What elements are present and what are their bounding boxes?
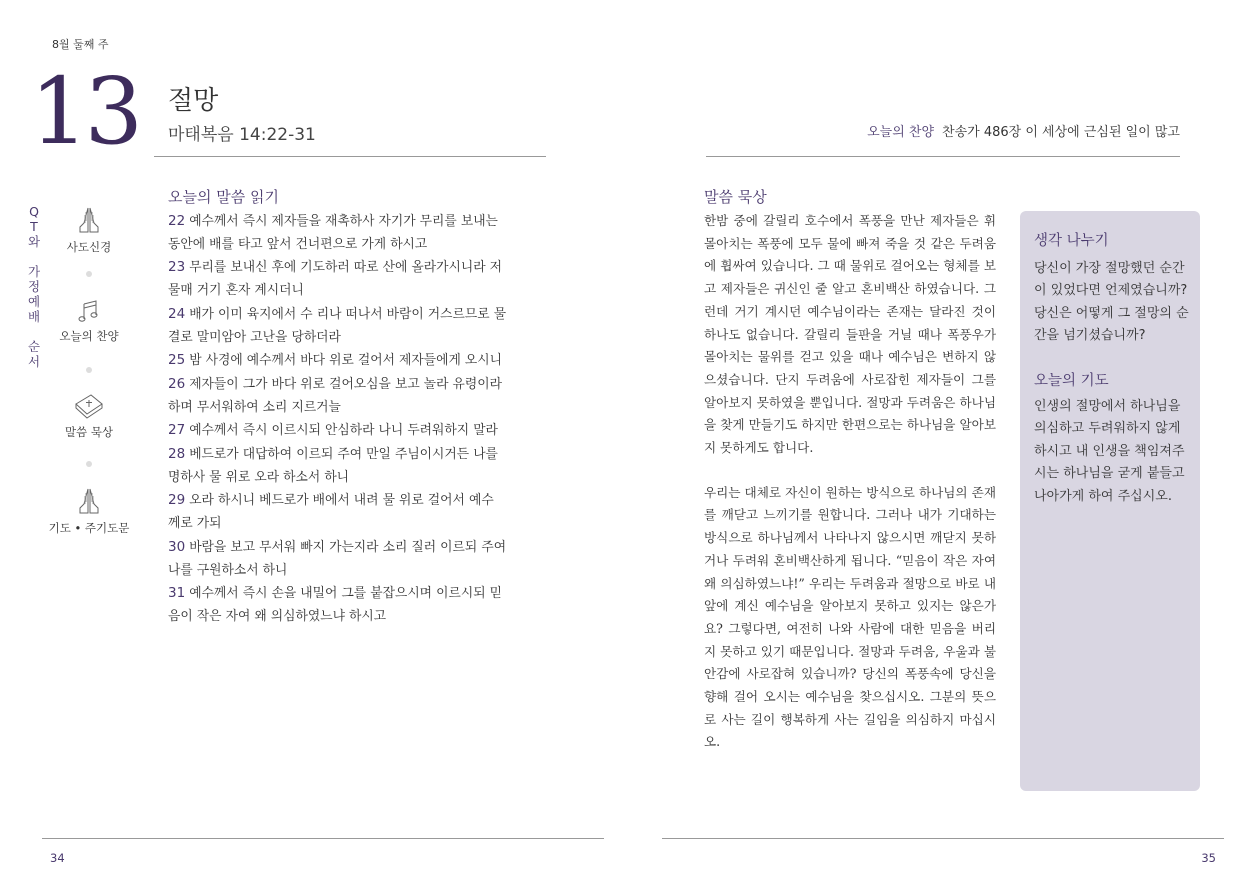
verse-text: 결로 말미암아 고난을 당하더라 (168, 329, 341, 345)
order-char: 배 (27, 309, 41, 324)
order-char: 정 (27, 279, 41, 294)
verse-line (168, 327, 548, 350)
order-char: 서 (27, 354, 41, 369)
todays-hymn (867, 121, 1180, 140)
verse-text: 하며 무서워하여 소리 지르거늘 (168, 399, 341, 415)
order-char: 예 (27, 294, 41, 309)
hymn-text: 찬송가 486장 이 세상에 근심된 일이 많고 (942, 125, 1180, 140)
verse-number: 22 (168, 213, 186, 229)
order-gap (26, 249, 42, 264)
verse-line (168, 606, 548, 629)
verse-line (168, 513, 548, 536)
verse-number: 30 (168, 538, 186, 555)
order-char: T (30, 219, 38, 234)
step-apostles-creed (44, 205, 134, 255)
verse-number: 28 (168, 446, 186, 463)
music-note-icon (76, 298, 102, 324)
verse-number: 27 (168, 422, 186, 439)
page-title: 절망 (168, 86, 219, 116)
order-char: 순 (27, 339, 41, 354)
verse-line (168, 256, 548, 280)
scripture-text (168, 210, 548, 629)
verse-text: 제자들이 그가 바다 위로 걸어오심을 보고 놀라 유령이라 (189, 376, 502, 392)
scripture-reference: 마태복음 14:22-31 (168, 125, 316, 145)
week-label: 8월 둘째 주 (52, 38, 109, 51)
header-rule-left (154, 156, 546, 157)
share-text: 당신이 가장 절망했던 순간이 있었다면 언제였습니까? 당신은 어떻게 그 절망의 순간을 넘기셨습니까? (1034, 261, 1189, 344)
page-number-right: 35 (1201, 851, 1216, 865)
praying-hands-icon (74, 205, 104, 235)
verse-line (168, 582, 548, 606)
verse-line (168, 489, 548, 513)
verse-line (168, 419, 548, 443)
reflection-box (1020, 211, 1200, 791)
prayer-text: 인생의 절망에서 하나님을 의심하고 두려워하지 않게 하시고 내 인생을 책임져주시는 하나님을 굳게 붙들고 나아가게 하여 주십시오. (1034, 399, 1185, 504)
verse-line (168, 467, 548, 490)
verse-text: 밤 사경에 예수께서 바다 위로 걸어서 제자들에게 오시니 (189, 353, 502, 369)
verse-number: 24 (168, 305, 186, 322)
verse-line (168, 373, 548, 397)
hymn-label: 오늘의 찬양 (867, 125, 935, 140)
meditation-body (704, 210, 996, 776)
verse-number: 25 (168, 352, 186, 369)
day-number: 13 (30, 58, 140, 165)
verse-line (168, 397, 548, 420)
meditation-paragraph: 한밤 중에 갈릴리 호수에서 폭풍을 만난 제자들은 휘몰아치는 폭풍에 모두 물에 빠져 죽을 것 같은 두려움에 휩싸여 있습니다. 그 때 물위로 걸어오는 형체를 보고 제자들은 귀신인 줄 알고 혼비백산 하였습니다. 그런데 거기 계시던 예수님이라는 존재는 달라진 것이 하나도 없습니다. 갈릴리 들판을 거닐 때나 폭풍우가 몰아치는 물위를 걷고 있을 때나 예수님은 변하지 않으셨습니다. 단지 두려움에 사로잡힌 제자들이 그를 알아보지 못하였을 뿐입니다. 절망과 두려움은 하나님을 찾게 만들기도 하지만 한편으로는 하나님을 알아보지 못하게도 합니다. (704, 213, 996, 456)
verse-line (168, 210, 548, 234)
step-divider-dot (86, 271, 92, 277)
verse-line (168, 234, 548, 257)
verse-text: 예수께서 즉시 제자들을 재촉하사 자기가 무리를 보내는 (189, 214, 498, 229)
header-rule-right (706, 156, 1180, 157)
praying-hands-icon (74, 486, 104, 516)
order-char: 가 (27, 264, 41, 279)
step-prayer (44, 486, 134, 536)
qt-order-vertical-label (26, 204, 42, 369)
step-label: 사도신경 (66, 240, 112, 254)
meditation-heading: 말씀 묵상 (704, 188, 767, 206)
order-char: 와 (27, 234, 41, 249)
verse-number: 26 (168, 375, 186, 392)
verse-text: 바람을 보고 무서워 빠지 가는지라 소리 질러 이르되 주여 (189, 539, 507, 555)
order-gap (26, 324, 42, 339)
verse-number: 23 (168, 259, 186, 276)
page-number-left: 34 (50, 851, 65, 865)
verse-line (168, 443, 548, 467)
step-word-meditation (44, 392, 134, 440)
verse-text: 명하사 물 위로 오라 하소서 하니 (168, 469, 350, 485)
verse-line (168, 303, 548, 327)
step-label: 오늘의 찬양 (59, 329, 119, 343)
verse-number: 31 (168, 585, 186, 602)
verse-number: 29 (168, 492, 186, 509)
order-char: Q (29, 204, 39, 219)
footer-rule-left (42, 838, 604, 839)
verse-line (168, 560, 548, 583)
verse-text: 예수께서 즉시 손을 내밀어 그를 붙잡으시며 이르시되 믿 (189, 586, 502, 602)
verse-text: 배가 이미 육지에서 수 리나 떠나서 바람이 거스르므로 물 (189, 306, 507, 322)
verse-text: 예수께서 즉시 이르시되 안심하라 나니 두려워하지 말라 (189, 423, 498, 439)
verse-text: 오라 하시니 베드로가 배에서 내려 물 위로 걸어서 예수 (189, 493, 494, 509)
share-heading: 생각 나누기 (1034, 233, 1109, 249)
verse-text: 무리를 보내신 후에 기도하러 따로 산에 올라가시니라 저 (189, 260, 502, 276)
scripture-heading: 오늘의 말씀 읽기 (168, 188, 279, 206)
verse-line (168, 536, 548, 560)
step-label: 기도 • 주기도문 (48, 521, 130, 535)
verse-text: 께로 가되 (168, 516, 222, 532)
verse-text: 베드로가 대답하여 이르되 주여 만일 주님이시거든 나를 (189, 447, 498, 463)
step-divider-dot (86, 367, 92, 373)
bible-icon (73, 392, 105, 420)
verse-line (168, 349, 548, 373)
verse-text: 동안에 배를 타고 앞서 건너편으로 가게 하시고 (168, 236, 428, 252)
verse-text: 음이 작은 자여 왜 의심하였느냐 하시고 (168, 608, 387, 624)
footer-rule-right (662, 838, 1224, 839)
verse-line (168, 280, 548, 303)
prayer-heading: 오늘의 기도 (1034, 373, 1109, 389)
step-todays-hymn (44, 298, 134, 344)
step-label: 말씀 묵상 (64, 425, 114, 439)
step-divider-dot (86, 461, 92, 467)
verse-text: 나를 구원하소서 하니 (168, 562, 288, 578)
verse-text: 물매 거기 혼자 계시더니 (168, 283, 304, 299)
meditation-paragraph: 우리는 대체로 자신이 원하는 방식으로 하나님의 존재를 깨닫고 느끼기를 원합니다. 그러나 내가 기대하는 방식으로 하나님께서 나타나지 않으시면 깨닫지 못하거나 두려워 혼비백산하게 됩니다. “믿음이 작은 자여 왜 의심하였느냐!” 우리는 두려움과 절망으로 바로 내 앞에 계신 예수님을 알아보지 못하고 있지는 않은가요? 그렇다면, 여전히 나와 사람에 대한 믿음을 버리지 못하고 있기 때문입니다. 절망과 두려움, 우울과 불안감에 사로잡혀 있습니까? 당신의 폭풍속에 당신을 향해 걸어 오시는 예수님을 찾으십시오. 그분의 뜻으로 사는 길이 행복하게 사는 길임을 의심하지 마십시오. (704, 484, 996, 750)
